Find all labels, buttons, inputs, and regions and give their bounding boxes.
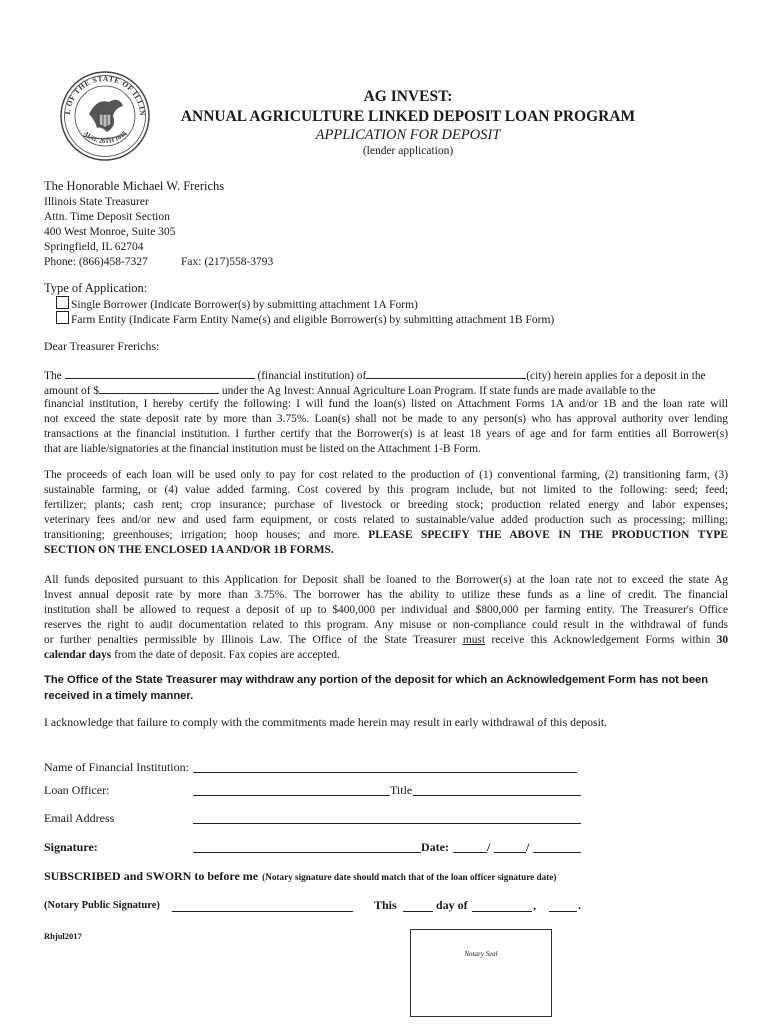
institution-label: Name of Financial Institution: — [44, 760, 189, 774]
para1-line5: transactions at the financial institution. I further certify that the Borrower(s) is at least 18 years of age and for farm entities all Borrower(s) — [44, 428, 728, 440]
email-field[interactable] — [193, 823, 581, 824]
para2-line1: The proceeds of each loan will be used only to pay for cost related to the production of (1) conventional farming, (2) transitioning farm, (3) — [44, 469, 728, 481]
para3-line6: calendar days from the date of deposit. Fax copies are accepted. — [44, 649, 340, 661]
treasurer-name: The Honorable Michael W. Frerichs — [44, 179, 225, 193]
signature-field[interactable] — [193, 852, 421, 853]
address-line-2: Attn. Time Deposit Section — [44, 211, 170, 223]
para3-line3: institution shall be allowed to request a deposit of up to $400,000 per individual and $800,000 per farming entity. The Treasurer's Office — [44, 604, 728, 616]
date-month-field[interactable] — [453, 852, 487, 853]
notary-seal-box — [410, 929, 552, 1017]
seal-outer-text: L OF THE STATE OF ILLIN — [62, 73, 148, 117]
seal-date-text: AUG. 26TH 1818 — [81, 130, 129, 146]
address-line-4: Springfield, IL 62704 — [44, 241, 144, 253]
para2-line4: veterinary fees and/or new and used farm equipment, or costs related to sustainable/value added production such as processing; milling; — [44, 514, 728, 526]
para2-line3: fertilizer; plants; cash rent; crop insurance; purchase of livestock or breeding stock; production related energy and labor expenses; — [44, 499, 728, 511]
para3-line1: All funds deposited pursuant to this Application for Deposit shall be loaned to the Borrower(s) at the loan rate not to exceed the state Ag — [44, 574, 728, 586]
financial-institution-blank[interactable] — [65, 367, 255, 379]
date-year-field[interactable] — [533, 852, 581, 853]
loan-officer-label: Loan Officer: — [44, 783, 110, 797]
email-label: Email Address — [44, 811, 115, 825]
signature-label: Signature: — [44, 840, 98, 854]
notary-month-field[interactable] — [472, 911, 532, 912]
comma: , — [533, 898, 536, 912]
para1-line1: The (financial institution) of (city) herein applies for a deposit in the — [44, 367, 728, 384]
address-line-1: Illinois State Treasurer — [44, 196, 149, 208]
form-code: Rhjul2017 — [44, 931, 82, 941]
period: . — [578, 898, 581, 912]
title-program: ANNUAL AGRICULTURE LINKED DEPOSIT LOAN PROGRAM — [180, 108, 636, 125]
para1-line2: amount of $ under the Ag Invest: Annual Agriculture Loan Program. If state funds are made available to the — [44, 382, 728, 399]
warning-line2: received in a timely manner. — [44, 690, 194, 702]
single-borrower-label: Single Borrower (Indicate Borrower(s) by submitting attachment 1A Form) — [71, 299, 418, 311]
title-label: Title — [390, 783, 413, 797]
warning-line1: The Office of the State Treasurer may withdraw any portion of the deposit for which an Acknowledgement Form has not been — [44, 674, 709, 686]
city-blank[interactable] — [366, 367, 526, 379]
notary-signature-field[interactable] — [172, 911, 353, 912]
date-day-field[interactable] — [494, 852, 526, 853]
para3-line5: or further penalties permissible by Illinois Law. The Office of the State Treasurer must receive this Acknowledgement Forms within 30 — [44, 634, 729, 646]
date-label: Date: — [421, 840, 449, 854]
phone: Phone: (866)458-7327 — [44, 256, 148, 268]
type-heading: Type of Application: — [44, 281, 148, 295]
para2-line6: SECTION ON THE ENCLOSED 1A AND/OR 1B FORMS. — [44, 544, 334, 556]
date-separator-2: / — [526, 840, 530, 854]
title-ag-invest: AG INVEST: — [363, 88, 453, 105]
lender-note: (lender application) — [362, 145, 454, 157]
option-farm-entity[interactable] — [56, 311, 554, 326]
amount-blank[interactable] — [99, 382, 219, 394]
notary-signature-label: (Notary Public Signature) — [44, 900, 160, 911]
date-separator-1: / — [487, 840, 491, 854]
para1-line6: that are liable/signatories at the financial institution must be listed on the Attachment 1-B Form. — [44, 443, 481, 455]
this-label: This — [374, 898, 397, 912]
single-borrower-checkbox[interactable] — [56, 296, 69, 309]
salutation: Dear Treasurer Frerichs: — [44, 339, 160, 353]
address-line-3: 400 West Monroe, Suite 305 — [44, 226, 176, 238]
farm-entity-checkbox[interactable] — [56, 311, 69, 324]
notary-year-field[interactable] — [549, 911, 577, 912]
para1-line3: financial institution, I hereby certify the following: I will fund the loan(s) listed on Attachment Forms 1A and/or 1B and the loan rate will — [44, 398, 728, 410]
institution-field[interactable] — [193, 772, 577, 773]
sworn-statement: SUBSCRIBED and SWORN to before me (Notary signature date should match that of the loan officer signature date) — [44, 869, 557, 883]
title-field[interactable] — [413, 795, 581, 796]
para2-line5: transitioning; greenhouses; irrigation; hoop houses; and more. PLEASE SPECIFY THE ABOVE IN THE PRODUCTION TYPE — [44, 529, 728, 541]
day-of-label: day of — [436, 898, 468, 912]
fax: Fax: (217)558-3793 — [181, 256, 274, 268]
para1-line4: not exceed the state deposit rate by more than 3.75%. Loan(s) shall not be made to any person(s) who has approval authority over lending — [44, 413, 728, 425]
para3-line2: Invest annual deposit rate by more than 3.75%. The borrower has the ability to utilize these funds as a line of credit. The financial — [44, 589, 728, 601]
notary-seal-label: Notary Seal — [464, 950, 498, 958]
loan-officer-field[interactable] — [193, 795, 390, 796]
farm-entity-label: Farm Entity (Indicate Farm Entity Name(s) and eligible Borrower(s) by submitting attachment 1B Form) — [71, 314, 555, 326]
para3-line4: reserves the right to audit documentation related to this program. Any misuse or non-compliance could result in the withdrawal of funds — [44, 619, 728, 631]
option-single-borrower[interactable] — [56, 296, 418, 311]
subtitle-application: APPLICATION FOR DEPOSIT — [315, 127, 501, 143]
acknowledgement: I acknowledge that failure to comply with the commitments made herein may result in early withdrawal of this deposit. — [44, 715, 608, 729]
notary-day-field[interactable] — [403, 911, 433, 912]
para2-line2: sustainable farming, or (4) value added farming. Cost covered by this program include, but not limited to the following: seed; feed; — [44, 484, 728, 496]
